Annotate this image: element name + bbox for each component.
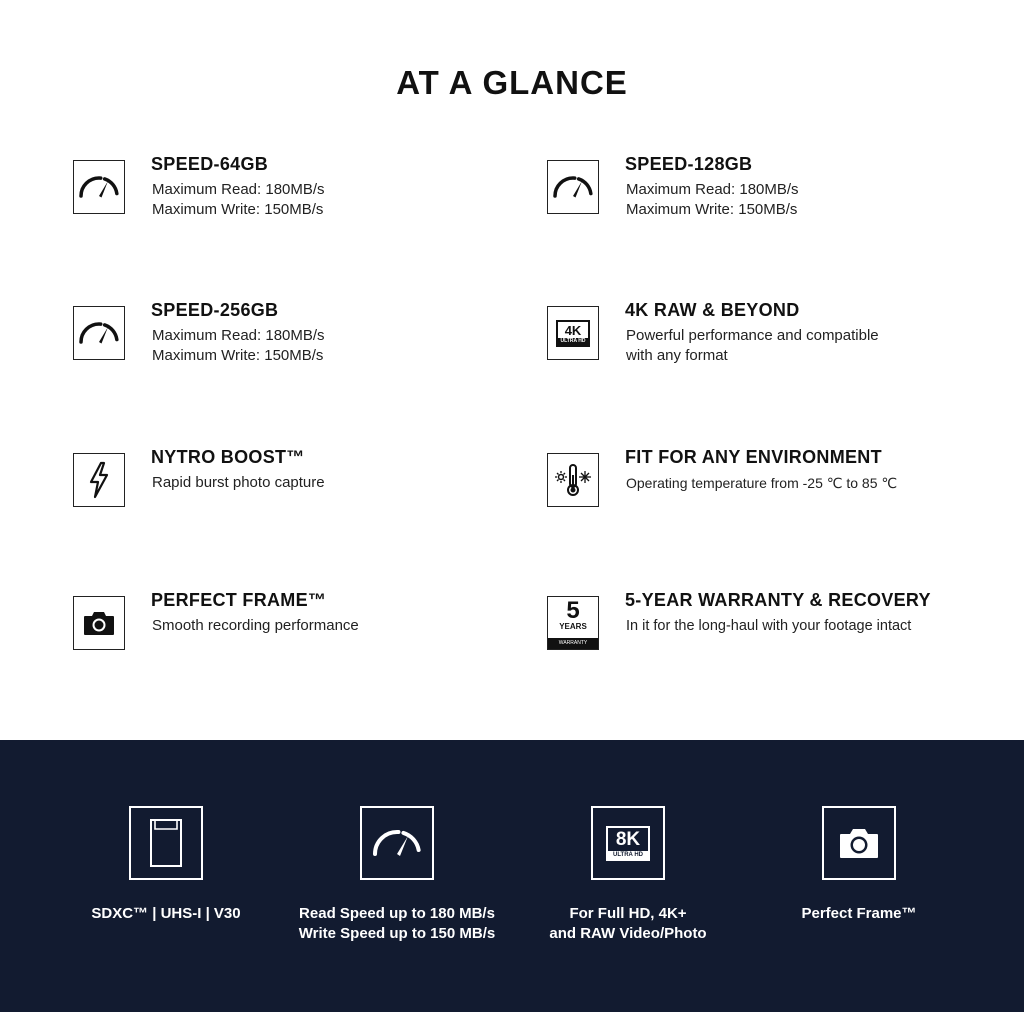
speedometer-icon [360, 806, 434, 880]
badge-8k-label: 8K [615, 828, 641, 850]
footer-badge-label-line: Read Speed up to 180 MB/s [299, 905, 495, 922]
badge-ultra-hd-label: ULTRA HD [608, 851, 648, 859]
sd-card-icon [129, 806, 203, 880]
feature-description-line: with any format [626, 347, 728, 364]
footer-badge-label [744, 904, 974, 924]
footer-badge-label [513, 904, 743, 944]
speedometer-icon [73, 160, 125, 214]
feature-description [626, 326, 879, 366]
feature-description-line: Maximum Write: 150MB/s [626, 201, 798, 218]
feature-description-line: Maximum Write: 150MB/s [152, 201, 324, 218]
feature-description [152, 180, 325, 220]
feature-title: SPEED-256GB [151, 300, 279, 320]
4k-ultra-hd-icon [547, 306, 599, 360]
footer-badge-label-line: Write Speed up to 150 MB/s [298, 925, 496, 942]
badge-ultra-hd-label: ULTRA HD [558, 338, 588, 345]
feature-description-line: Powerful performance and compatible [626, 327, 879, 344]
speedometer-icon [547, 160, 599, 214]
feature-description-line: Maximum Read: 180MB/s [152, 181, 325, 198]
feature-title: FIT FOR ANY ENVIRONMENT [625, 447, 882, 467]
camera-icon [822, 806, 896, 880]
footer-badge-label-line: SDXC™ | UHS-I | V30 [91, 905, 241, 922]
feature-description-line: Smooth recording performance [152, 617, 359, 634]
feature-title: SPEED-128GB [625, 154, 753, 174]
footer-badge-label [282, 904, 512, 944]
speedometer-icon [73, 306, 125, 360]
page-title: AT A GLANCE [396, 64, 628, 101]
feature-description [626, 616, 911, 636]
feature-description [626, 473, 897, 493]
footer-badge-label-line: For Full HD, 4K+ [569, 905, 687, 922]
feature-description [152, 616, 359, 636]
warranty-label: WARRANTY [548, 638, 598, 649]
feature-title: SPEED-64GB [151, 154, 269, 174]
feature-description [152, 326, 325, 366]
feature-description-line: Maximum Write: 150MB/s [152, 347, 324, 364]
warranty-number: 5 [566, 597, 580, 624]
footer-badge-speed [282, 806, 512, 944]
feature-title: 5-YEAR WARRANTY & RECOVERY [625, 590, 931, 610]
feature-description [152, 473, 325, 493]
footer-badge-label-line: Perfect Frame™ [801, 905, 917, 922]
feature-title: NYTRO BOOST™ [151, 447, 305, 467]
footer-badge-8k [513, 806, 743, 944]
feature-title: 4K RAW & BEYOND [625, 300, 800, 320]
warranty-5-years-icon [547, 596, 599, 650]
footer-badge-label-line: and RAW Video/Photo [549, 925, 707, 942]
feature-description-line: Maximum Read: 180MB/s [152, 327, 325, 344]
feature-description-line: Maximum Read: 180MB/s [626, 181, 799, 198]
badge-4k-label: 4K [564, 322, 582, 338]
footer-badge-perfect-frame [744, 806, 974, 924]
feature-description [626, 180, 799, 220]
footer-band [0, 740, 1024, 1012]
feature-description-line: Rapid burst photo capture [152, 474, 325, 491]
footer-badge-sdxc [51, 806, 281, 924]
warranty-years-label: YEARS [559, 622, 587, 631]
feature-title: PERFECT FRAME™ [151, 590, 327, 610]
camera-icon [73, 596, 125, 650]
feature-description-line: In it for the long-haul with your footage intact [626, 618, 912, 634]
footer-badge-label [51, 904, 281, 924]
lightning-bolt-icon [73, 453, 125, 507]
feature-description-line: Operating temperature from -25 ℃ to 85 ℃ [626, 475, 898, 491]
8k-ultra-hd-icon [591, 806, 665, 880]
thermometer-icon [547, 453, 599, 507]
